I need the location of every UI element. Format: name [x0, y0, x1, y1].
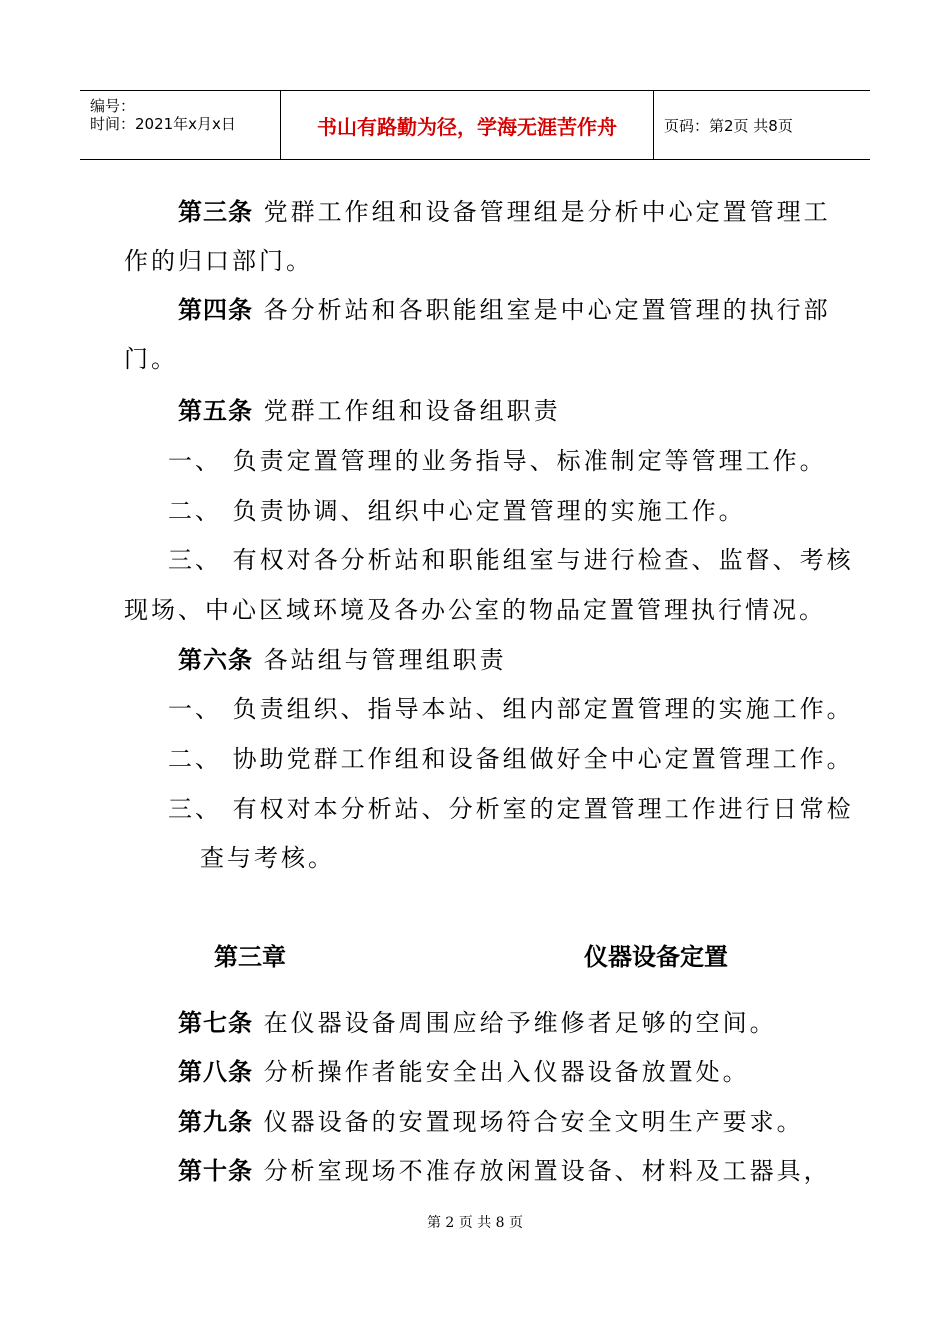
article-4-text-1: 各分析站和各职能组室是中心定置管理的执行部 — [263, 296, 831, 324]
article-6-item-2: 二、 协助党群工作组和设备组做好全中心定置管理工作。 — [168, 745, 854, 773]
article-10-text: 分析室现场不准存放闲置设备、材料及工器具， — [263, 1157, 831, 1185]
article-9-line — [178, 1107, 804, 1137]
article-5-text: 党群工作组和设备组职责 — [263, 397, 561, 425]
page-header — [80, 90, 870, 160]
article-7-line — [178, 1008, 777, 1038]
article-5-item-1: 一、 负责定置管理的业务指导、标准制定等管理工作。 — [168, 447, 827, 475]
article-5-item-2: 二、 负责协调、组织中心定置管理的实施工作。 — [168, 497, 746, 525]
article-9-title: 第九条 — [178, 1108, 253, 1136]
article-4-line-2: 门。 — [124, 345, 178, 373]
article-10-line — [178, 1156, 831, 1186]
header-motto: 书山有路勤为径，学海无涯苦作舟 — [281, 91, 654, 159]
article-8-title: 第八条 — [178, 1058, 253, 1086]
article-3-line-1 — [178, 197, 831, 227]
header-meta — [80, 91, 281, 159]
article-7-text: 在仪器设备周围应给予维修者足够的空间。 — [263, 1009, 777, 1037]
article-4-title: 第四条 — [178, 296, 253, 324]
article-6-item-3-line-2: 查与考核。 — [200, 844, 335, 872]
article-6-item-3-line-1: 三、 有权对本分析站、分析室的定置管理工作进行日常检 — [168, 795, 854, 823]
article-5-item-3-line-1: 三、 有权对各分析站和职能组室与进行检查、监督、考核 — [168, 546, 854, 574]
article-5-title: 第五条 — [178, 397, 253, 425]
article-8-text: 分析操作者能安全出入仪器设备放置处。 — [263, 1058, 750, 1086]
article-6-text: 各站组与管理组职责 — [263, 646, 507, 674]
article-10-title: 第十条 — [178, 1157, 253, 1185]
article-3-text-1: 党群工作组和设备管理组是分析中心定置管理工 — [263, 198, 831, 226]
article-6-line — [178, 645, 507, 675]
article-4-line-1 — [178, 295, 831, 325]
page-footer: 第 2 页 共 8 页 — [426, 1215, 524, 1231]
article-7-title: 第七条 — [178, 1009, 253, 1037]
article-3-line-2: 作的归口部门。 — [124, 247, 313, 275]
article-5-item-3-line-2: 现场、中心区域环境及各办公室的物品定置管理执行情况。 — [124, 596, 826, 624]
header-page-info: 页码：第2页 共8页 — [664, 116, 793, 135]
article-3-title: 第三条 — [178, 198, 253, 226]
doc-number: 编号： — [90, 97, 136, 115]
article-5-line — [178, 396, 561, 426]
article-8-line — [178, 1057, 750, 1087]
doc-time: 时间：2021年x月x日 — [90, 115, 236, 133]
chapter-title: 仪器设备定置 — [584, 943, 728, 971]
article-6-item-1: 一、 负责组织、指导本站、组内部定置管理的实施工作。 — [168, 695, 854, 723]
article-6-title: 第六条 — [178, 646, 253, 674]
chapter-number: 第三章 — [214, 943, 286, 971]
article-9-text: 仪器设备的安置现场符合安全文明生产要求。 — [263, 1108, 804, 1136]
